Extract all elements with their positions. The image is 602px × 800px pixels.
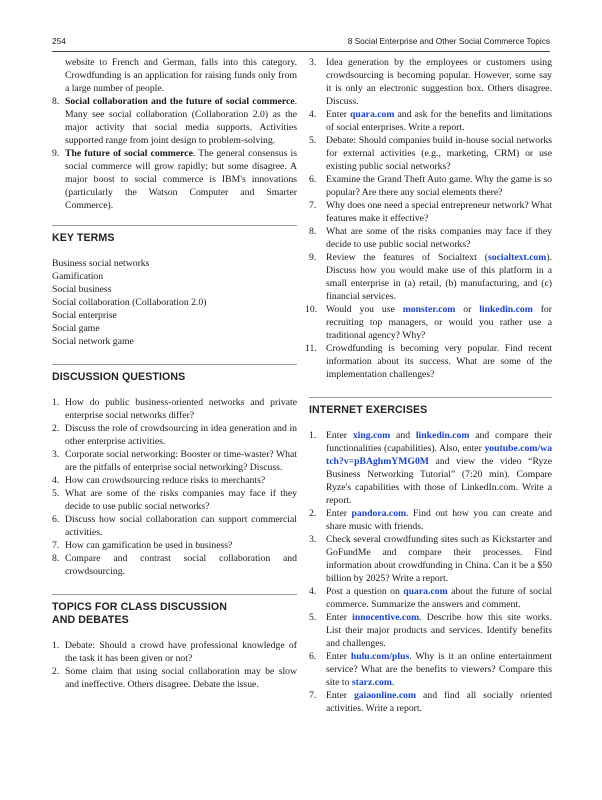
right-column bbox=[305, 56, 553, 715]
topic-item: 7. Why does one need a special entrepreneur network? What features make it effective? bbox=[309, 200, 552, 224]
summary-item-title: The future of social commerce bbox=[65, 148, 193, 159]
link-pandora[interactable]: pandora.com bbox=[351, 508, 407, 519]
discussion-question: 3. Corporate social networking: Booster or time-waster? What are the pitfalls of enterprise social networking? Discuss. bbox=[52, 449, 297, 473]
topic-item: 8. What are some of the risks companies may face if they decide to use public social networks? bbox=[309, 226, 552, 250]
discussion-question: 8. Compare and contrast social collaboration and crowdsourcing. bbox=[52, 553, 297, 577]
link-monster[interactable]: monster.com bbox=[402, 304, 456, 315]
discussion-question: 4. How can crowdsourcing reduce risks to merchants? bbox=[52, 475, 266, 486]
summary-list bbox=[52, 95, 297, 212]
key-term: Social collaboration (Collaboration 2.0) bbox=[52, 297, 207, 308]
page-number: 254 bbox=[52, 36, 66, 46]
internet-exercises-heading: INTERNET EXERCISES bbox=[309, 404, 428, 416]
link-innocentive[interactable]: innocentive.com bbox=[352, 612, 420, 623]
exercise-item: 2. Enter pandora.com. Find out how you can create and share music with friends. bbox=[309, 508, 552, 532]
link-socialtext[interactable]: socialtext.com bbox=[487, 252, 547, 263]
section-divider bbox=[52, 594, 297, 595]
link-gaiaonline[interactable]: gaiaonline.com bbox=[353, 690, 417, 701]
topics-heading: TOPICS FOR CLASS DISCUSSION AND DEBATES bbox=[52, 601, 227, 626]
exercise-item: 3. Check several crowdfunding sites such as Kickstarter and GoFundMe and compare their processes. Find information about crowdfunding in China. Can it be a $50 billion by 2025? Write a report. bbox=[309, 534, 552, 584]
section-divider bbox=[52, 225, 297, 226]
link-linkedin[interactable]: linkedin.com bbox=[479, 304, 533, 315]
summary-item: 8. Social collaboration and the future of social commerce. Many see social collaboration (Collaboration 2.0) as the major activity that social media supports. Activities supported range from joint design to problem-solving. bbox=[52, 96, 297, 146]
topic-item: 9. Review the features of Socialtext (socialtext.com). Discuss how you would make use of this platform in a small enterprise in (a) retail, (b) manufacturing, and (c) financial services. bbox=[309, 252, 552, 302]
link-quara[interactable]: quara.com bbox=[350, 109, 395, 120]
running-header bbox=[52, 36, 550, 50]
link-quara[interactable]: quara.com bbox=[403, 586, 448, 597]
exercise-item: 4. Post a question on quara.com about the future of social commerce. Summarize the answers and comment. bbox=[309, 586, 553, 610]
key-term: Social business bbox=[52, 284, 112, 295]
summary-item-title: Social collaboration and the future of social commerce bbox=[65, 96, 295, 107]
discussion-questions-list bbox=[52, 396, 297, 578]
chapter-title: 8 Social Enterprise and Other Social Commerce Topics bbox=[347, 36, 550, 46]
topic-item: 6. Examine the Grand Theft Auto game. Why the game is so popular? Are there any social elements there? bbox=[309, 174, 552, 198]
link-linkedin[interactable]: linkedin.com bbox=[415, 430, 470, 441]
exercise-item: 1. Enter xing.com and linkedin.com and compare their functionalities (capabilities). Also, enter youtube.com/watch?v=pBAghmYMG0M and view the video “Ryze Business Networking Tutorial” (7:20 min). Compare Ryze's capabilities with those of LinkedIn.com. Write a report. bbox=[309, 430, 552, 506]
discussion-question: 1. How do public business-oriented networks and private enterprise social networks differ? bbox=[52, 397, 297, 421]
link-youtube[interactable]: youtube.com/watch?v=pBAghmYMG0M bbox=[326, 443, 552, 467]
section-divider bbox=[52, 364, 297, 365]
exercise-item: 5. Enter innocentive.com. Describe how this site works. List their major products and services. Identify benefits and challenges. bbox=[309, 612, 552, 649]
key-term: Gamification bbox=[52, 271, 104, 282]
topic-item: 4. Enter quara.com and ask for the benefits and limitations of social enterprises. Write a report. bbox=[309, 109, 552, 133]
summary-item: 9. The future of social commerce. The general consensus is social commerce will grow rapidly; but some disagree. A major boost to social commerce is IBM's innovations (particularly the Watson Computer and Smarter Commerce). bbox=[52, 148, 297, 211]
key-term: Social enterprise bbox=[52, 310, 117, 321]
link-starz[interactable]: starz.com bbox=[351, 677, 392, 688]
discussion-questions-heading: DISCUSSION QUESTIONS bbox=[52, 371, 186, 383]
exercise-item: 6. Enter hulu.com/plus. Why is it an online entertainment service? What are the benefits to viewers? Compare this site to starz.com. bbox=[309, 651, 552, 688]
key-terms-list bbox=[52, 257, 297, 348]
discussion-question: 5. What are some of the risks companies may face if they decide to use public social networks? bbox=[52, 488, 297, 512]
topics-list bbox=[52, 639, 297, 691]
topic-item: 11. Crowdfunding is becoming very popular. Find recent information about its success. What are some of the implementation challenges? bbox=[305, 343, 552, 380]
section-divider bbox=[309, 397, 552, 398]
topic-item: 1. Debate: Should a crowd have professional knowledge of the task it has been given or not? bbox=[52, 640, 297, 664]
left-column bbox=[52, 56, 297, 691]
topic-item: 2. Some claim that using social collaboration may be slow and ineffective. Others disagree. Debate the issue. bbox=[52, 666, 297, 690]
key-term: Business social networks bbox=[52, 258, 150, 269]
key-term: Social game bbox=[52, 323, 100, 334]
topics-list-continued bbox=[305, 56, 552, 381]
internet-exercises-list bbox=[309, 429, 552, 715]
discussion-question: 2. Discuss the role of crowdsourcing in idea generation and in other enterprise activities. bbox=[52, 423, 297, 447]
key-terms-heading: KEY TERMS bbox=[52, 232, 115, 244]
link-xing[interactable]: xing.com bbox=[352, 430, 391, 441]
topic-item: 5. Debate: Should companies build in-house social networks for external activities (e.g., marketing, CRM) or use existing public social networks? bbox=[309, 135, 552, 172]
discussion-question: 7. How can gamification be used in business? bbox=[52, 540, 233, 551]
exercise-item: 7. Enter gaiaonline.com and find all socially oriented activities. Write a report. bbox=[309, 690, 552, 714]
topic-item: 10. Would you use monster.com or linkedin.com for recruiting top managers, or would you rather use a traditional agency? Why? bbox=[305, 304, 552, 341]
key-term: Social network game bbox=[52, 336, 134, 347]
header-rule bbox=[52, 51, 550, 52]
topic-item: 3. Idea generation by the employees or customers using crowdsourcing is becoming popular. However, some say it is only an electronic suggestion box. Others disagree. Discuss. bbox=[309, 57, 552, 107]
discussion-question: 6. Discuss how social collaboration can support commercial activities. bbox=[52, 514, 297, 538]
continued-paragraph: website to French and German, falls into this category. Crowdfunding is an application for raising funds only from a large number of people. bbox=[65, 57, 297, 94]
link-hulu[interactable]: hulu.com/plus bbox=[350, 651, 410, 662]
